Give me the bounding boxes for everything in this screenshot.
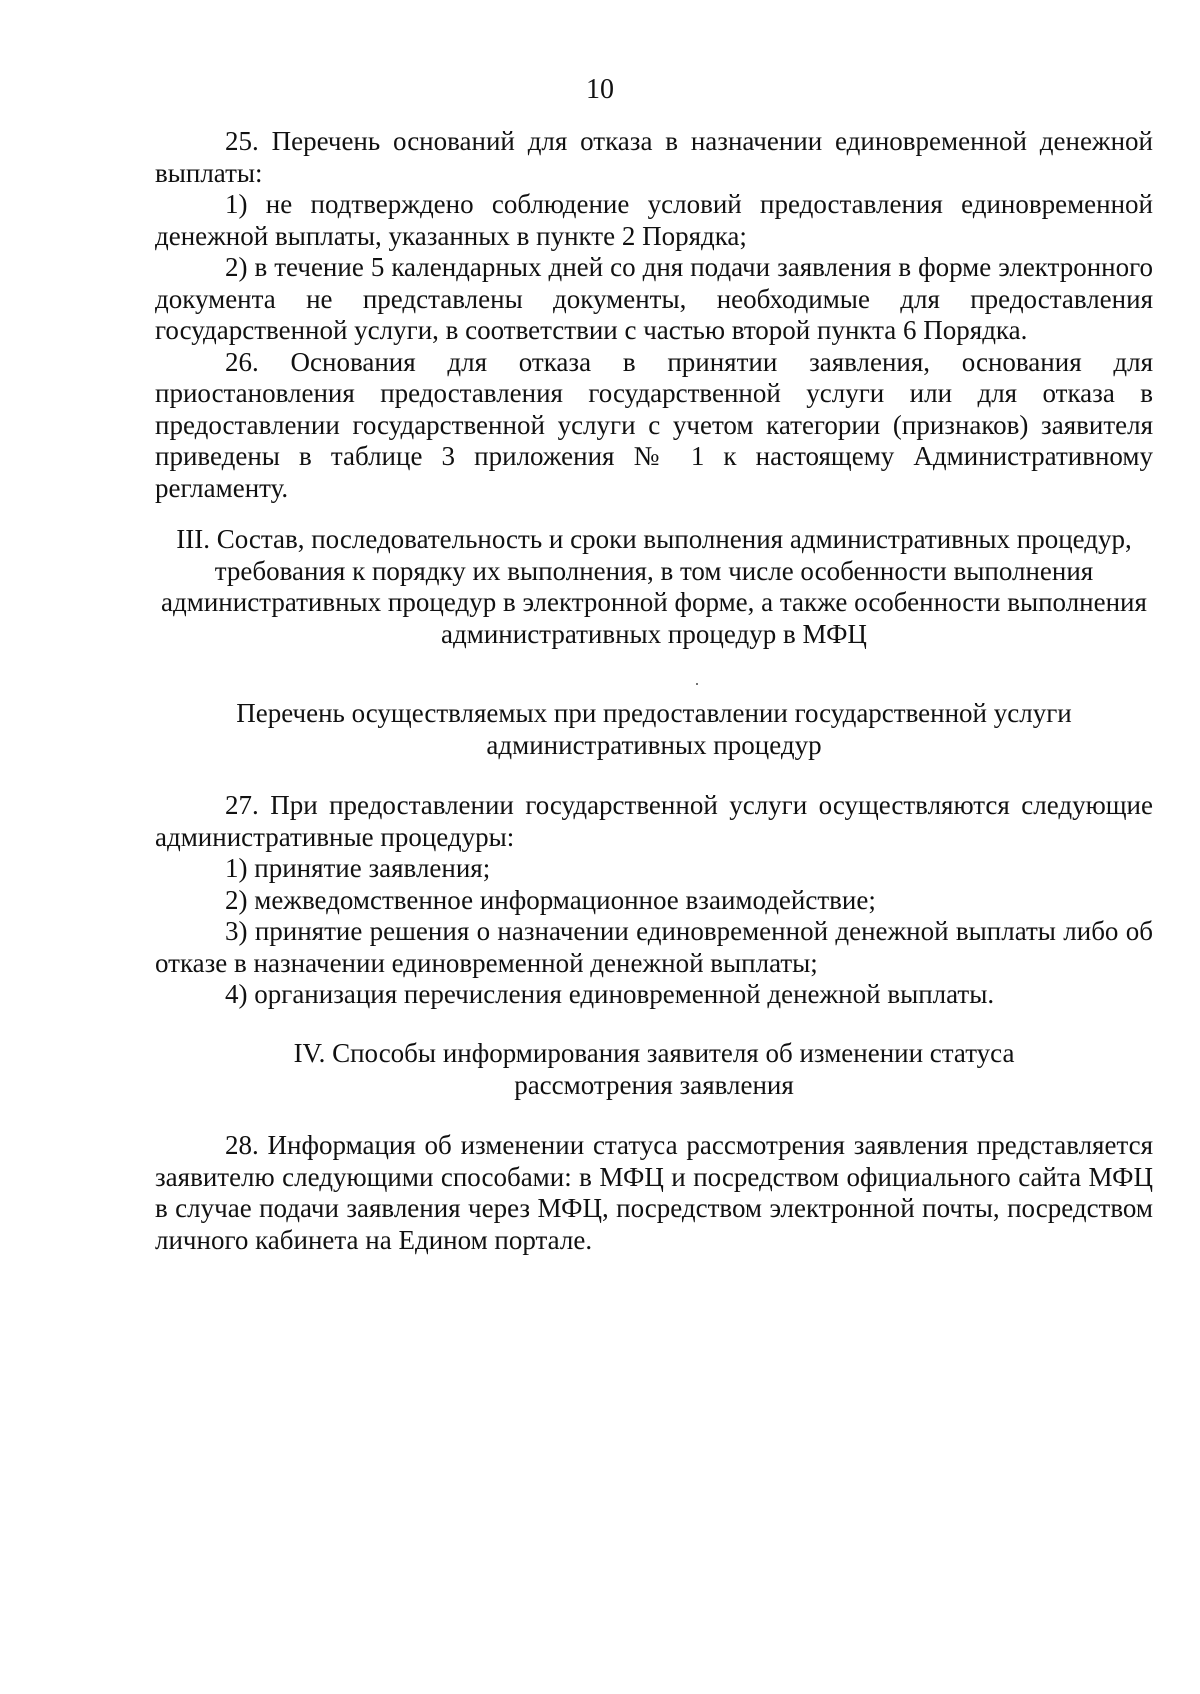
paragraph-27: 27. При предоставлении государственной услуги осуществляются следующие административные процедуры: <box>155 790 1153 852</box>
section-iii-title-line-3: административных процедур в электронной форме, а также особенности выполнения <box>161 587 1147 617</box>
section-grounds-refusal <box>155 126 1153 504</box>
procedures-subheading <box>155 698 1153 761</box>
paragraph-27-item-1: 1) принятие заявления; <box>225 853 491 883</box>
procedures-subheading-line-2: административных процедур <box>486 729 822 760</box>
section-iii-title <box>155 524 1153 650</box>
section-iii-title-line-4: административных процедур в МФЦ <box>441 618 867 649</box>
section-procedures-list <box>155 790 1153 1011</box>
section-iii-title-line-1: III. Состав, последовательность и сроки выполнения административных процедур, <box>176 524 1132 554</box>
paragraph-25: 25. Перечень оснований для отказа в назначении единовременной денежной выплаты: <box>155 126 1153 188</box>
section-iii-heading <box>155 524 1153 650</box>
section-iv-title-line-1: IV. Способы информирования заявителя об изменении статуса <box>293 1038 1015 1068</box>
section-iii-title-line-2: требования к порядку их выполнения, в том числе особенности выполнения <box>214 555 1094 586</box>
scan-dot <box>696 683 698 685</box>
section-iv-heading <box>155 1038 1153 1101</box>
paragraph-27-item-4: 4) организация перечисления единовременной денежной выплаты. <box>225 979 995 1009</box>
section-iv-title <box>155 1038 1153 1101</box>
paragraph-25-item-2: 2) в течение 5 календарных дней со дня подачи заявления в форме электронного документа не представлены документы, необходимые для предоставления государственной услуги, в соответствии с частью второй пункта 6 Порядка. <box>155 252 1153 345</box>
procedures-subheading-title <box>155 698 1153 761</box>
page-number: 10 <box>586 74 614 105</box>
section-iv-title-line-2: рассмотрения заявления <box>514 1069 794 1100</box>
paragraph-28: 28. Информация об изменении статуса рассмотрения заявления представляется заявителю следующими способами: в МФЦ и посредством официального сайта МФЦ в случае подачи заявления через МФЦ, посредством электронной почты, посредством личного кабинета на Едином портале. <box>155 1130 1153 1255</box>
paragraph-25-item-1: 1) не подтверждено соблюдение условий предоставления единовременной денежной выплаты, указанных в пункте 2 Порядка; <box>155 189 1153 251</box>
procedures-subheading-line-1: Перечень осуществляемых при предоставлении государственной услуги <box>236 698 1072 728</box>
paragraph-27-item-2: 2) межведомственное информационное взаимодействие; <box>225 884 876 915</box>
paragraph-27-item-3: 3) принятие решения о назначении единовременной денежной выплаты либо об отказе в назначении единовременной денежной выплаты; <box>155 916 1153 978</box>
section-status-info <box>155 1130 1153 1256</box>
paragraph-26: 26. Основания для отказа в принятии заявления, основания для приостановления предоставления государственной услуги или для отказа в предоставлении государственной услуги с учетом категории (признаков) заявителя приведены в таблице 3 приложения № 1 к настоящему Административному регламенту. <box>155 346 1153 503</box>
